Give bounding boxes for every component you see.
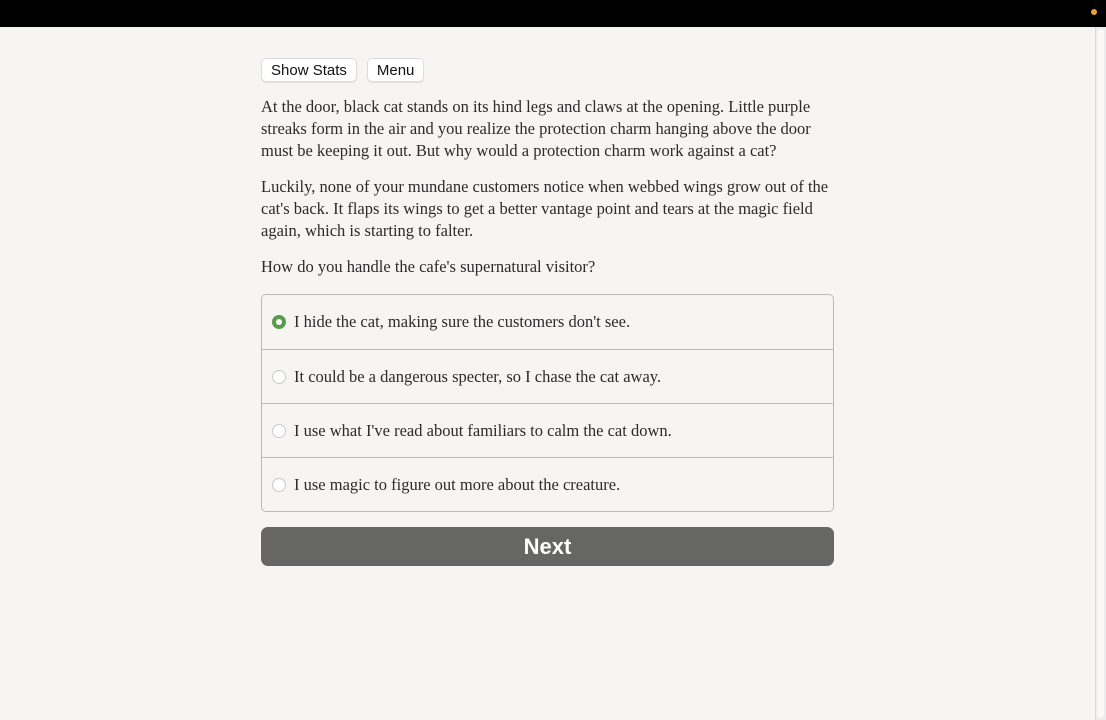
choice-option-3[interactable] xyxy=(262,403,833,457)
menu-button[interactable]: Menu xyxy=(367,58,425,82)
choice-label: I hide the cat, making sure the customers don't see. xyxy=(294,312,631,331)
top-bar xyxy=(0,0,1106,27)
status-dot-icon xyxy=(1091,9,1097,15)
radio-empty-icon[interactable] xyxy=(272,424,286,438)
question-text: How do you handle the cafe's supernatural visitor? xyxy=(261,257,596,276)
choice-label: I use what I've read about familiars to calm the cat down. xyxy=(294,420,672,440)
scrollbar-thumb[interactable] xyxy=(1097,29,1104,718)
show-stats-button[interactable]: Show Stats xyxy=(261,58,357,82)
choice-option-4[interactable] xyxy=(262,457,833,511)
radio-empty-icon[interactable] xyxy=(272,478,286,492)
choice-option-2[interactable] xyxy=(262,349,833,403)
scrollbar[interactable] xyxy=(1095,27,1106,720)
game-content xyxy=(261,58,834,566)
story-paragraph: Luckily, none of your mundane customers notice when webbed wings grow out of the cat's back. It flaps its wings to get a better vantage point and tears at the magic field again, which is starting to falter. xyxy=(261,177,829,240)
radio-empty-icon[interactable] xyxy=(272,370,286,384)
story-paragraph: At the door, black cat stands on its hind legs and claws at the opening. Little purple streaks form in the air and you realize the protection charm hanging above the door must be keeping it out. But why would a protection charm work against a cat? xyxy=(261,97,811,160)
choice-label: I use magic to figure out more about the creature. xyxy=(294,474,621,494)
choice-list xyxy=(261,294,834,512)
toolbar xyxy=(261,58,834,82)
choice-label: It could be a dangerous specter, so I chase the cat away. xyxy=(294,366,662,386)
choice-option-1[interactable] xyxy=(262,295,833,349)
next-button[interactable]: Next xyxy=(261,527,834,566)
radio-selected-icon[interactable] xyxy=(272,315,286,329)
